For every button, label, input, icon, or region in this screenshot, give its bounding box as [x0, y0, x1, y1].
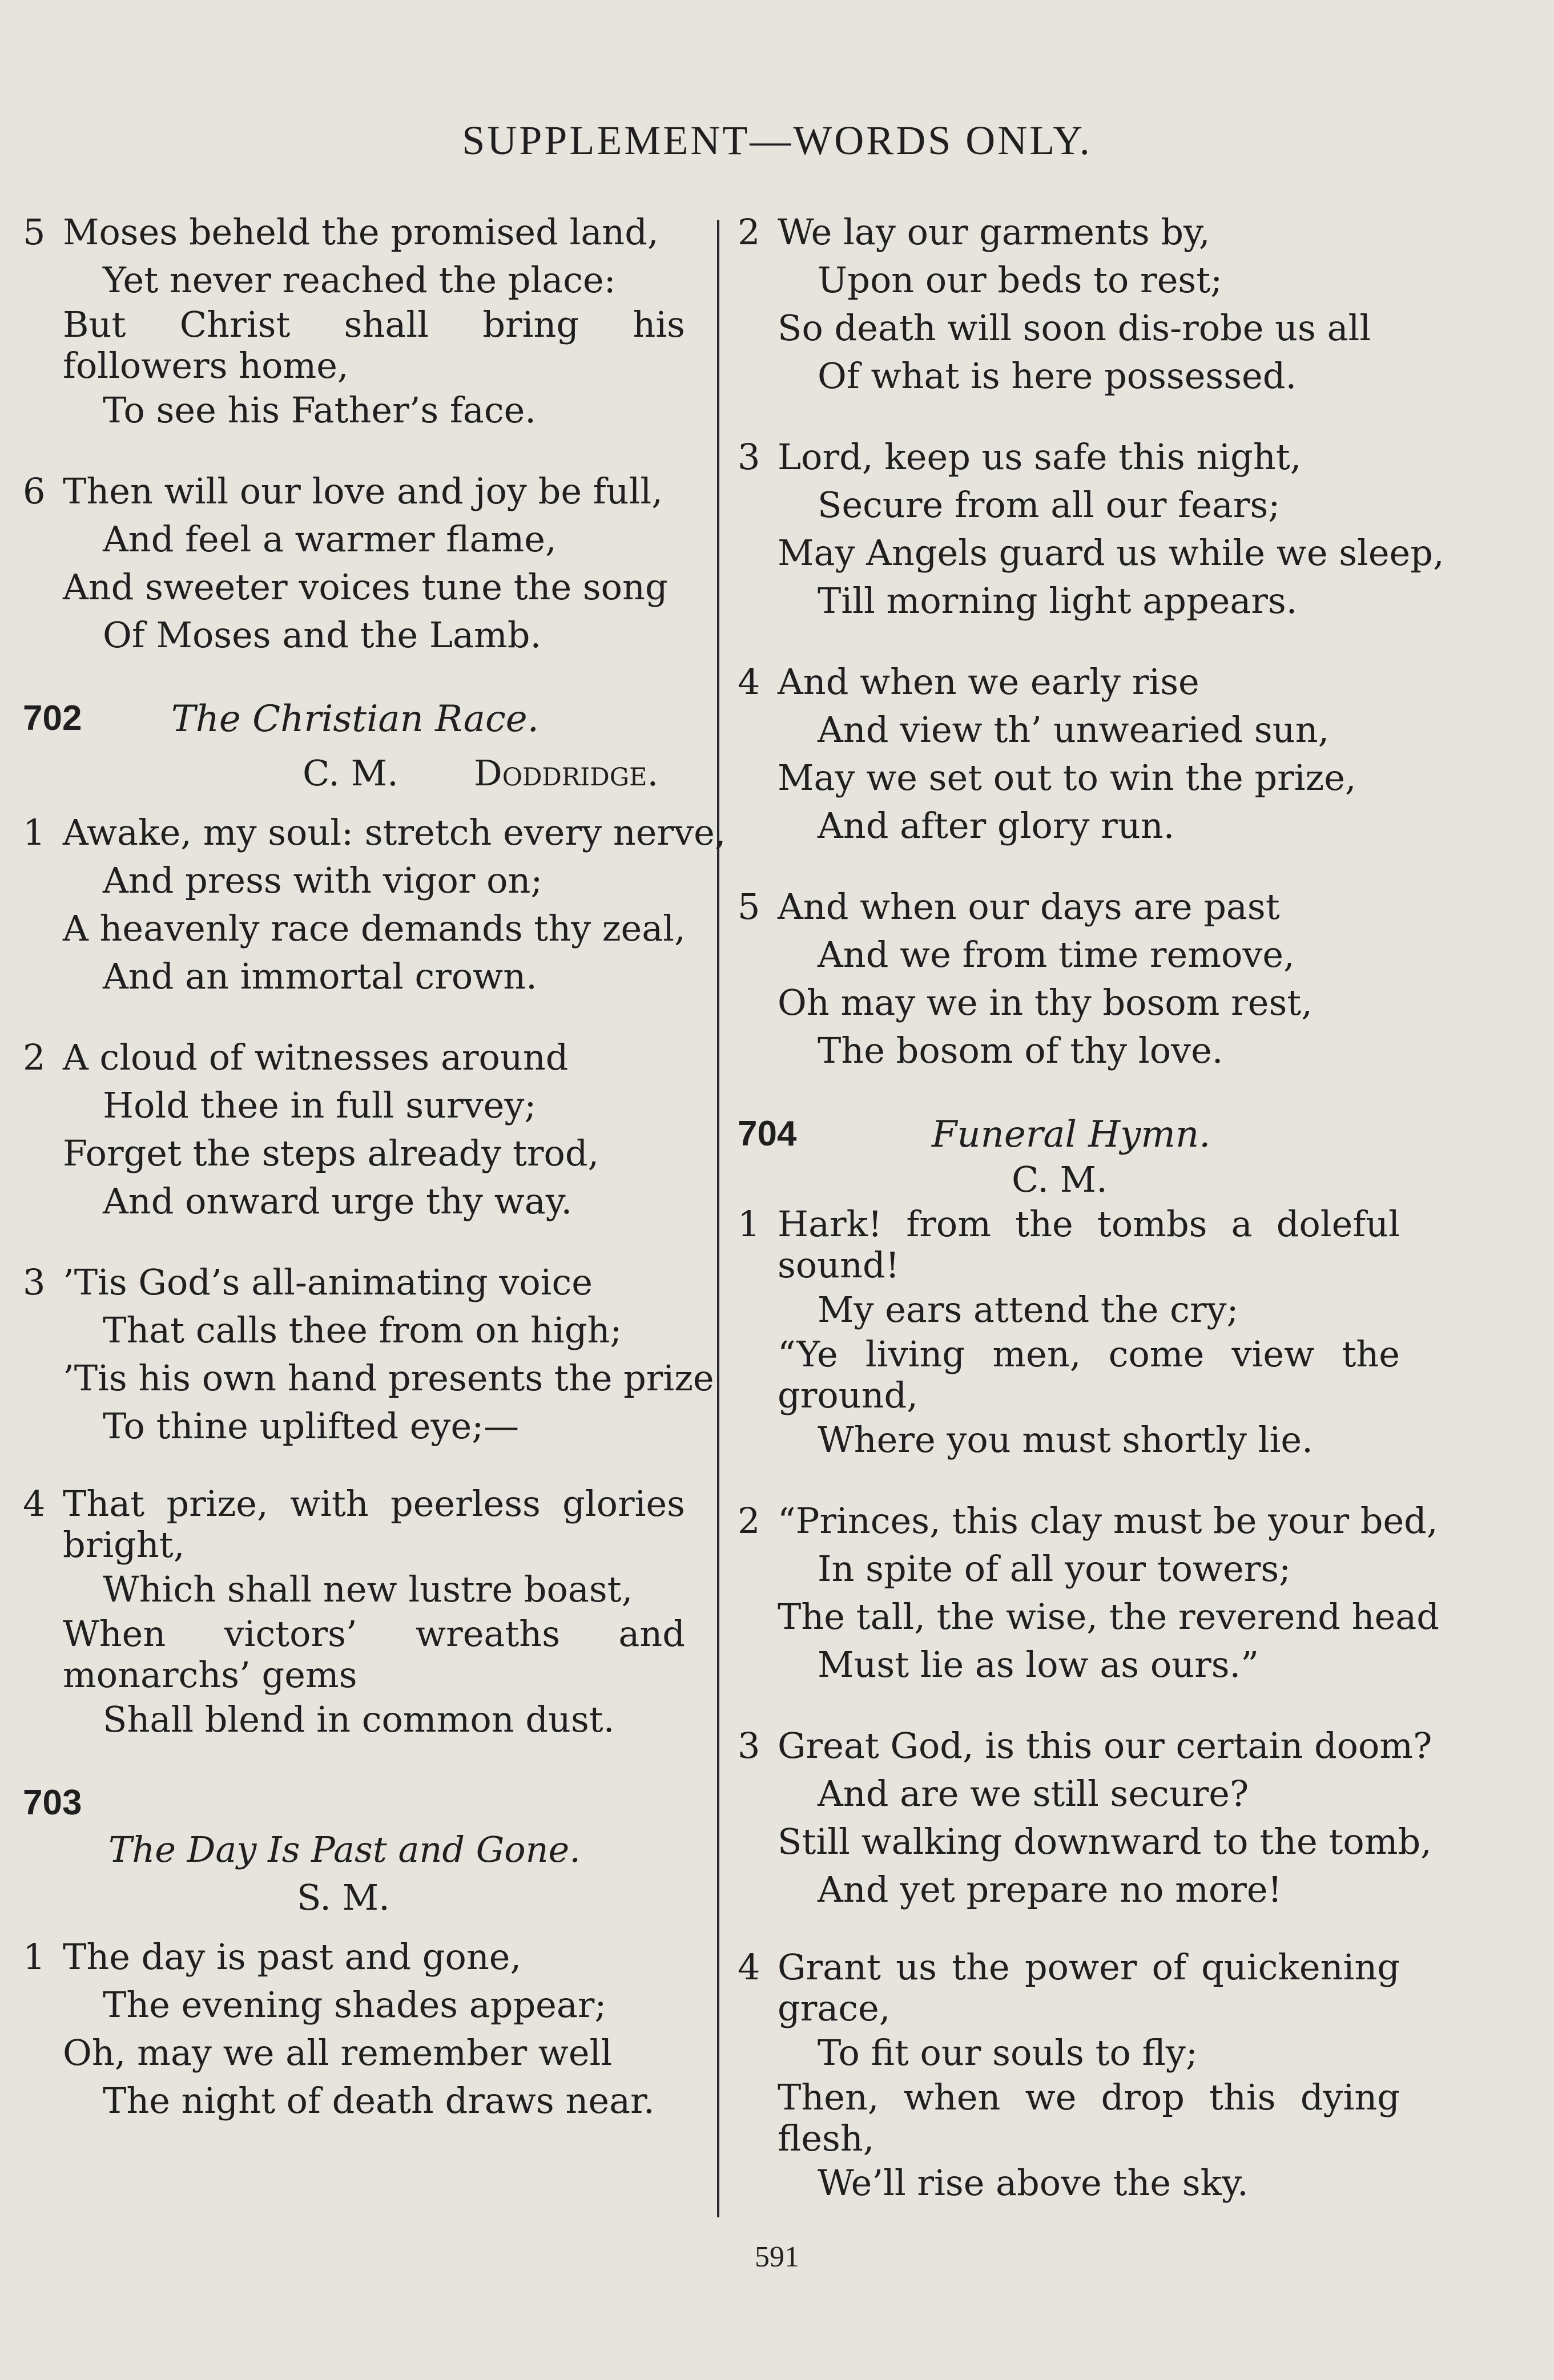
verse-line: The bosom of thy love. [818, 1030, 1223, 1071]
column-divider [717, 220, 719, 2217]
verse-number: 3 [23, 1261, 46, 1303]
verse-number: 2 [23, 1036, 46, 1078]
verse-line: And onward urge thy way. [103, 1180, 573, 1222]
verse [23, 208, 685, 434]
verse-line: Till morning light appears. [818, 580, 1298, 622]
verse [738, 1947, 1400, 2207]
verse-line: And we from time remove, [818, 934, 1295, 975]
right-column [738, 208, 1444, 2240]
hymn-author: Doddridge. [474, 752, 659, 794]
hymn-title: Funeral Hymn. [932, 1114, 1211, 1156]
page-number: 591 [755, 2241, 799, 2273]
hymn-meta [23, 1874, 685, 1922]
verse-line: And after glory run. [818, 805, 1175, 846]
left-column [23, 208, 726, 2158]
verse-line: “Ye living men, come view the ground, [778, 1333, 1400, 1416]
verse-line: So death will soon dis-robe us all [778, 307, 1371, 349]
verse-line: Hark! from the tombs a doleful sound! [778, 1203, 1400, 1286]
verse-line: Lord, keep us safe this night, [778, 436, 1302, 478]
verse-line: Shall blend in common dust. [103, 1699, 615, 1740]
hymn-title: The Christian Race. [171, 698, 539, 740]
verse-line: And an immortal crown. [103, 955, 537, 997]
hymn-meta [23, 749, 685, 797]
verse-number: 3 [738, 1725, 760, 1766]
verse [23, 1258, 714, 1450]
hymn-meta [738, 1156, 1400, 1204]
verse [23, 467, 685, 659]
verse-line: The night of death draws near. [103, 2080, 655, 2121]
verse-line: And when our days are past [778, 886, 1280, 927]
hymn-heading [23, 692, 685, 749]
page-title: SUPPLEMENT—WORDS ONLY. [462, 118, 1092, 163]
hymn-heading [23, 1777, 685, 1826]
verse-line: And are we still secure? [818, 1773, 1249, 1814]
verse-number: 4 [23, 1483, 46, 1524]
verse-line: Hold thee in full survey; [103, 1084, 537, 1126]
verse [23, 809, 726, 1001]
verse-number: 2 [738, 1500, 760, 1542]
verse-line: When victors’ wreaths and monarchs’ gems [63, 1613, 685, 1696]
verse-line: And feel a warmer flame, [103, 518, 557, 560]
verse-line: “Princes, this clay must be your bed, [778, 1500, 1438, 1542]
verse [23, 1034, 685, 1225]
verse-line: In spite of all your towers; [818, 1548, 1291, 1590]
verse-line: We’ll rise above the sky. [818, 2162, 1249, 2204]
verse-line: Then, when we drop this dying flesh, [778, 2076, 1400, 2159]
verse-line: Awake, my soul: stretch every nerve, [63, 812, 726, 853]
verse-line: And sweeter voices tune the song [63, 566, 668, 608]
verse-line: That prize, with peerless glories bright, [63, 1483, 685, 1566]
verse-line: Forget the steps already trod, [63, 1132, 599, 1174]
verse-number: 1 [23, 1936, 46, 1978]
verse-number: 5 [738, 886, 760, 927]
verse-number: 6 [23, 470, 46, 512]
verse-line: Yet never reached the place: [103, 259, 616, 301]
hymn-meter: C. M. [303, 752, 398, 794]
verse-number: 1 [23, 812, 46, 853]
hymn-number: 703 [23, 1783, 82, 1822]
verse-line: Then will our love and joy be full, [63, 470, 663, 512]
verse [738, 1497, 1439, 1689]
verse-line: And yet prepare no more! [818, 1869, 1282, 1910]
verse-line: The tall, the wise, the reverend head [778, 1596, 1439, 1637]
verse-line: Oh may we in thy bosom rest, [778, 982, 1313, 1023]
hymn-meter: S. M. [297, 1877, 390, 1918]
verse-line: ’Tis God’s all-animating voice [63, 1261, 593, 1303]
verse [23, 1933, 685, 2125]
verse-line: A heavenly race demands thy zeal, [63, 907, 686, 949]
verse [738, 208, 1400, 400]
verse-line: And press with vigor on; [103, 860, 543, 901]
verse-number: 1 [738, 1203, 760, 1245]
verse-number: 2 [738, 211, 760, 253]
verse-line: Great God, is this our certain doom? [778, 1725, 1432, 1766]
verse-number: 4 [738, 661, 760, 703]
verse-line: Where you must shortly lie. [818, 1419, 1313, 1461]
verse-line: The evening shades appear; [103, 1984, 607, 2026]
verse-line: Of what is here possessed. [818, 355, 1297, 397]
verse-line: That calls thee from on high; [103, 1309, 622, 1351]
verse-line: A cloud of witnesses around [63, 1036, 569, 1078]
hymn-number: 704 [738, 1114, 797, 1153]
verse [738, 883, 1400, 1075]
verse-line: May we set out to win the prize, [778, 757, 1356, 798]
verse-line: And view th’ unwearied sun, [818, 709, 1330, 751]
verse-line: Still walking downward to the tomb, [778, 1821, 1432, 1862]
verse-line: May Angels guard us while we sleep, [778, 532, 1444, 574]
verse-line: Of Moses and the Lamb. [103, 614, 542, 656]
verse-line: Secure from all our fears; [818, 484, 1281, 526]
verse [738, 658, 1400, 850]
verse-line: Which shall new lustre boast, [103, 1568, 633, 1610]
verse-line: To thine uplifted eye;— [103, 1405, 520, 1447]
verse-line: To see his Father’s face. [103, 389, 536, 431]
verse-line: Upon our beds to rest; [818, 259, 1223, 301]
hymn-title: The Day Is Past and Gone. [108, 1829, 581, 1870]
verse-line: And when we early rise [778, 661, 1199, 703]
verse-line: Grant us the power of quickening grace, [778, 1946, 1400, 2029]
verse-line: We lay our garments by, [778, 211, 1210, 253]
hymn-meter: C. M. [1012, 1159, 1108, 1200]
verse [738, 1204, 1400, 1464]
verse-number: 3 [738, 436, 760, 478]
hymn-heading [738, 1108, 1400, 1156]
verse-line: Oh, may we all remember well [63, 2032, 613, 2074]
verse [738, 433, 1444, 625]
verse-line: ’Tis his own hand presents the prize [63, 1357, 714, 1399]
hymn-number: 702 [23, 699, 82, 738]
verse-number: 5 [23, 211, 46, 253]
verse-line: But Christ shall bring his followers home, [63, 304, 685, 386]
verse-number: 4 [738, 1946, 760, 1988]
verse-line: Must lie as low as ours.” [818, 1644, 1259, 1685]
verse-line: My ears attend the cry; [818, 1289, 1239, 1330]
verse-line: The day is past and gone, [63, 1936, 522, 1978]
verse [738, 1722, 1432, 1914]
verse-line: To fit our souls to fly; [818, 2032, 1198, 2074]
verse-line: Moses beheld the promised land, [63, 211, 659, 253]
verse [23, 1483, 685, 1744]
